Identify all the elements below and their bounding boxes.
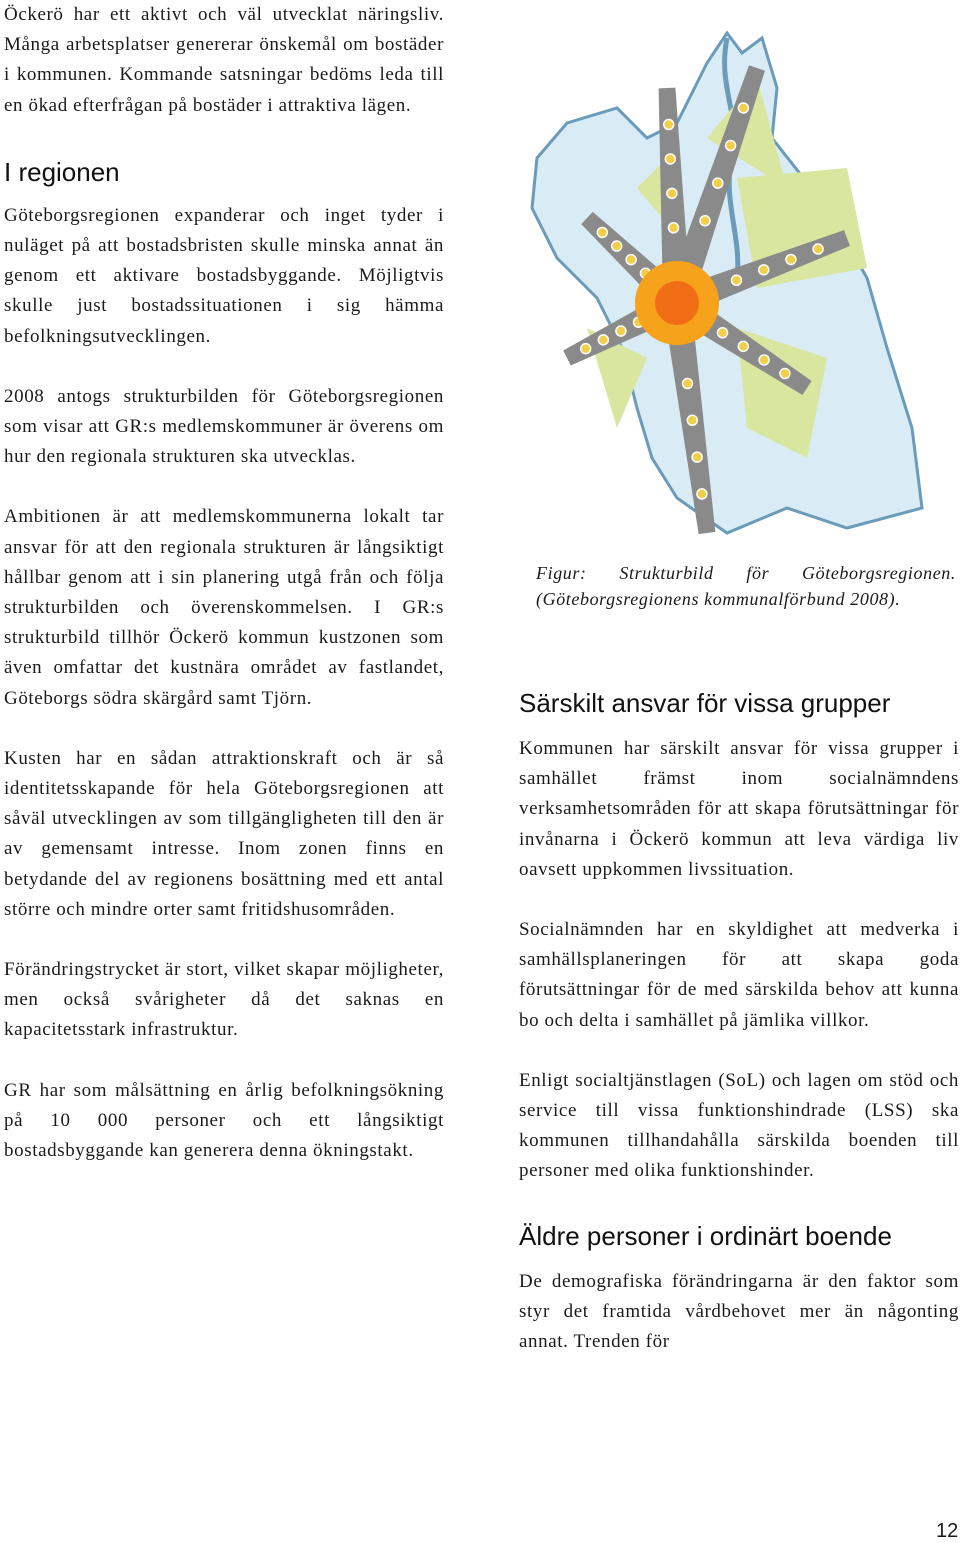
map-corridor-node: [726, 141, 736, 151]
map-corridor-node: [612, 241, 622, 251]
map-corridor-node: [718, 328, 728, 338]
map-corridor-node: [626, 255, 636, 265]
map-core-center: [655, 281, 699, 325]
map-corridor-node: [687, 415, 697, 425]
map-corridor-node: [732, 275, 742, 285]
map-corridor-node: [780, 369, 790, 379]
map-corridor-node: [813, 244, 823, 254]
intro-paragraph: Öckerö har ett aktivt och väl utvecklat näringsliv. Många arbetsplatser genererar önskemål om bostäder i kommunen. Kommande satsningar bedöms leda till en ökad efterfrågan på bostäder i attraktiva lägen.: [4, 4, 444, 116]
map-corridor-node: [759, 355, 769, 365]
heading-i-regionen: I regionen: [4, 156, 120, 187]
paragraph-socialnamnden: Socialnämnden har en skyldighet att medverka i samhällsplaneringen för att skapa goda förutsättningar för de med särskilda behov att kunna bo och delta i samhället på jämlika villkor.: [519, 919, 959, 1031]
paragraph-demografiska: De demografiska förändringarna är den faktor som styr det framtida vårdbehovet mer än någonting annat. Trenden för: [519, 1270, 959, 1353]
map-corridor-node: [683, 379, 693, 389]
map-corridor-node: [738, 103, 748, 113]
map-corridor-node: [665, 154, 675, 164]
map-corridor-node: [738, 341, 748, 351]
map-corridor-node: [669, 223, 679, 233]
right-column: [519, 688, 959, 1357]
map-corridor-node: [700, 216, 710, 226]
page-number: 12: [936, 1520, 959, 1542]
paragraph-forandringstryck: Förändringstrycket är stort, vilket skapar möjligheter, men också svårigheter då det saknas en kapacitetsstark infrastruktur.: [4, 959, 444, 1041]
map-corridor-node: [697, 489, 707, 499]
paragraph-kommunen-ansvar: Kommunen har särskilt ansvar för vissa grupper i samhället främst inom socialnämndens verksamhetsområden för att skapa förutsättningar för invånarna i Öckerö kommun att leva värdiga liv oavsett uppkommen livssituation.: [519, 738, 959, 880]
map-corridor-node: [786, 254, 796, 264]
map-corridor-node: [616, 326, 626, 336]
left-column: [4, 0, 444, 1166]
map-corridor-node: [598, 335, 608, 345]
map-corridor-node: [664, 120, 674, 130]
figure-caption: Figur: Strukturbild för Göteborgsregionen. (Göteborgsregionens kommunalförbund 2008).: [536, 563, 956, 609]
map-corridor-node: [597, 227, 607, 237]
paragraph-kusten: Kusten har en sådan attraktionskraft och är så identitetsskapande för hela Göteborgsregionen att såväl utvecklingen av som tillgängligheten till den är av gemensamt intresse. Inom zonen finns en betydande del av regionens bosättning med ett antal större och mindre orter samt fritidshusområden.: [4, 747, 444, 920]
paragraph-malsattning: GR har som målsättning en årlig befolkningsökning på 10 000 personer och ett långsiktigt bostadsbyggande kan generera denna ökningstakt.: [4, 1079, 444, 1162]
paragraph-sol-lss: Enligt socialtjänstlagen (SoL) och lagen om stöd och service till vissa funktionshindrade (LSS) ska kommunen tillhandahålla särskilda boenden till personer med olika funktionshinder.: [519, 1069, 959, 1182]
heading-aldre-personer: Äldre personer i ordinärt boende: [519, 1220, 892, 1251]
heading-sarskilt-ansvar: Särskilt ansvar för vissa grupper: [519, 688, 891, 718]
paragraph-strukturbild-2008: 2008 antogs strukturbilden för Göteborgsregionen som visar att GR:s medlemskommuner är överens om hur den regionala strukturen ska utvecklas.: [4, 385, 444, 468]
paragraph-region-expansion: Göteborgsregionen expanderar och inget tyder i nuläget på att bostadsbristen skulle minska annat än genom ett aktivare bostadsbyggande. Möjligtvis skulle just bostadssituationen i sig hämma befolkningsutvecklingen.: [4, 204, 444, 347]
map-corridor-node: [581, 344, 591, 354]
map-corridor-node: [759, 265, 769, 275]
map-corridor-node: [667, 188, 677, 198]
paragraph-ambitionen: Ambitionen är att medlemskommunerna lokalt tar ansvar för att den regionala strukturen är långsiktigt hållbar genom att i sin planering utgå från och följa strukturbilden och överenskommelsen. I GR:s strukturbild tillhör Öckerö kommun kustzonen som även omfattar det kustnära området av fastlandet, Göteborgs södra skärgård samt Tjörn.: [4, 506, 444, 709]
map-corridor-node: [692, 452, 702, 462]
map-corridor-node: [713, 178, 723, 188]
strukturbild-figure: [527, 28, 937, 543]
